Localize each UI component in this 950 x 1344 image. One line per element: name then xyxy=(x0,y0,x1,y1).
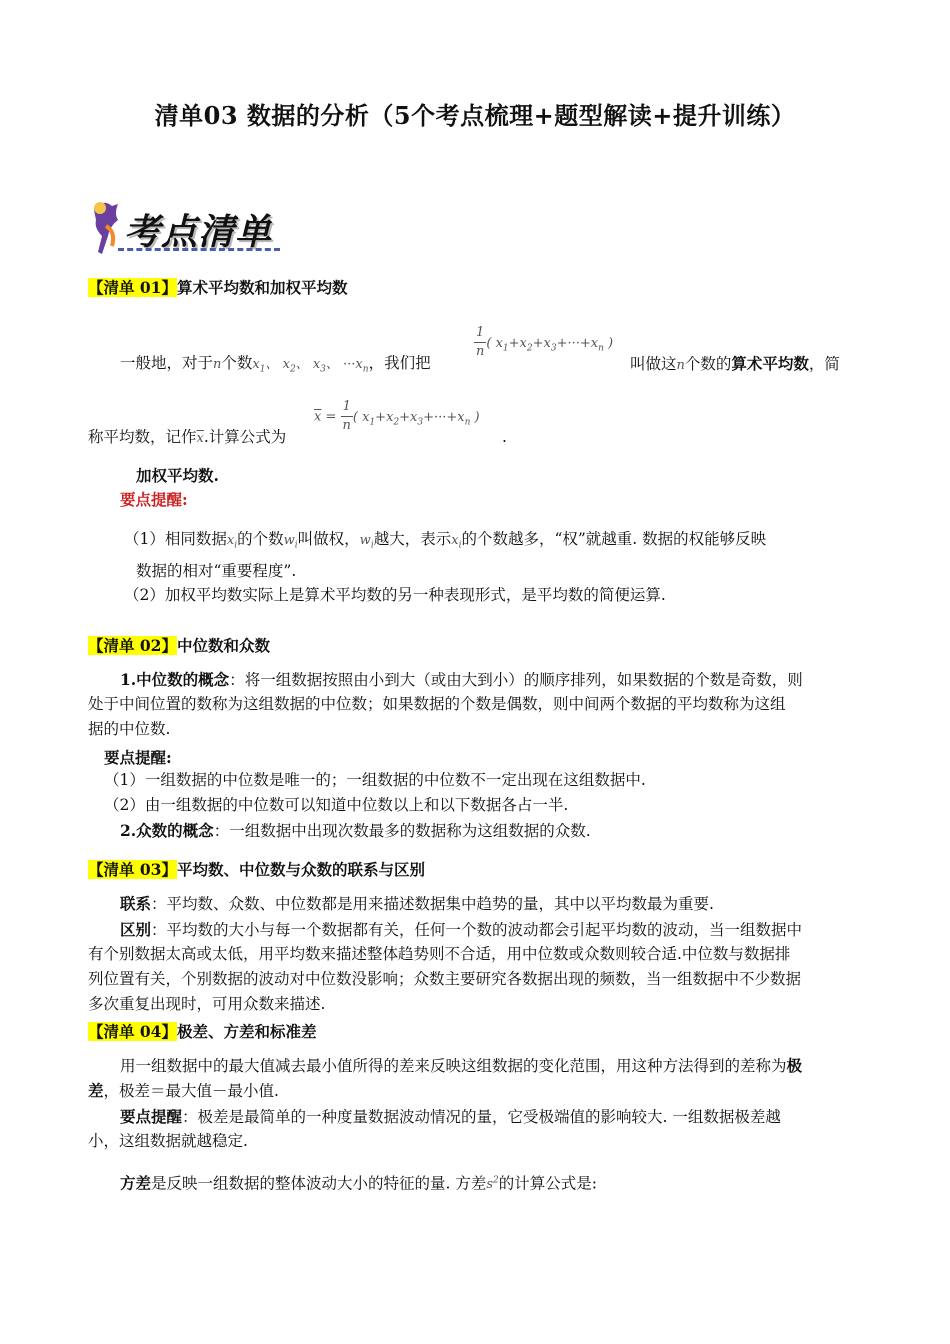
text: ，简 xyxy=(808,355,840,373)
section-02-header xyxy=(88,634,270,656)
relation-label: 联系 xyxy=(120,894,152,913)
sec01-para2 xyxy=(88,424,286,452)
sec04-variance xyxy=(120,1168,597,1198)
sec03-diff-line1 xyxy=(120,916,802,944)
sec01-remind-2: （2）加权平均数实际上是算术平均数的另一种表现形式，是平均数的简便运算. xyxy=(124,586,666,604)
text: 是反映一组数据的整体波动大小的特征的量. 方差 xyxy=(151,1174,487,1193)
text: ：平均数、众数、中位数都是用来描述数据集中趋势的量，其中以平均数最为重要. xyxy=(151,895,714,913)
math-s-squared: $s^2$ xyxy=(486,1176,499,1193)
sec01-remind-1 xyxy=(124,526,766,560)
sec04-remind-line1 xyxy=(120,1103,781,1131)
section-01-header xyxy=(88,276,347,298)
math-wi: $w_i$ xyxy=(283,533,298,551)
variance-term: 方差 xyxy=(120,1173,152,1193)
section-03-tag: 【清单 03】 xyxy=(88,860,177,879)
text: ：将一组数据按照由小到大（或由大到小）的顺序排列，如果数据的个数是奇数，则 xyxy=(229,671,803,689)
mode-label: 2.众数的概念 xyxy=(120,821,214,840)
sec01-para1-tail xyxy=(630,350,840,379)
badge-label: 考点清单 xyxy=(124,211,273,253)
text: 的计算公式是: xyxy=(498,1174,598,1193)
sec02-median-line3: 据的中位数. xyxy=(88,720,171,738)
text: .计算公式为 xyxy=(203,428,287,446)
sec04-range-line2 xyxy=(88,1077,279,1105)
badge-underline xyxy=(118,248,280,251)
text: ：极差是最简单的一种度量数据波动情况的量，它受极端值的影响较大. 一组数据极差越 xyxy=(182,1108,781,1126)
remind-label: 要点提醒 xyxy=(120,1107,183,1126)
math-xi: $x_i$ xyxy=(226,533,238,551)
badge-kaodian-qingdan xyxy=(88,196,284,260)
section-03-heading: 平均数、中位数与众数的联系与区别 xyxy=(176,860,425,879)
sec04-remind-line2: 小，这组数据就越稳定. xyxy=(88,1132,248,1150)
sec02-remind-label: 要点提醒: xyxy=(104,748,172,767)
text: 的个数越多，“权”就越重. 数据的权能够反映 xyxy=(461,530,767,548)
range-term-b: 差 xyxy=(88,1081,104,1100)
text: 称平均数，记作 xyxy=(88,428,197,446)
math-n: n xyxy=(676,358,685,373)
sec02-remind-1: （1）一组数据的中位数是唯一的；一组数据的中位数不一定出现在这组数据中. xyxy=(104,771,646,789)
text: （1）相同数据 xyxy=(124,530,227,548)
text: ，极差＝最大值－最小值. xyxy=(103,1082,279,1100)
sec02-mode xyxy=(120,817,591,845)
weighted-mean-term: 加权平均数. xyxy=(136,466,219,485)
term-arith-mean: 算术平均数 xyxy=(731,354,809,373)
page-title: 清单03 数据的分析（5个考点梳理+题型解读+提升训练） xyxy=(154,101,796,130)
section-03-header xyxy=(88,858,425,880)
text: 用一组数据中的最大值减去最小值所得的差来反映这组数据的变化范围，用这种方法得到的差称为 xyxy=(120,1057,787,1075)
math-n: n xyxy=(213,357,222,372)
math-x-list: $x_1$、 $x_2$、 $x_3$、 $\cdot\cdot\cdot x_n$ xyxy=(252,357,369,375)
range-term-a: 极 xyxy=(786,1056,803,1075)
sec03-diff-line3: 列位置有关，个别数据的波动对中位数没影响；众数主要研究各数据出现的频数，当一组数据中不少数据 xyxy=(88,970,802,988)
section-04-tag: 【清单 04】 xyxy=(88,1022,177,1041)
text: ：平均数的大小与每一个数据都有关，任何一个数的波动都会引起平均数的波动，当一组数据中 xyxy=(151,921,803,939)
section-02-tag: 【清单 02】 xyxy=(88,636,177,655)
sec02-median-line2: 处于中间位置的数称为这组数据的中位数；如果数据的个数是偶数，则中间两个数据的平均数称为这组 xyxy=(88,695,786,713)
section-01-tag: 【清单 01】 xyxy=(88,278,177,297)
text: ，我们把 xyxy=(368,354,431,372)
text: 叫做这 xyxy=(630,355,677,373)
sec01-para2-end: . xyxy=(502,428,507,446)
sec01-remind-1b: 数据的相对“重要程度”. xyxy=(136,562,297,580)
math-xi: $x_i$ xyxy=(451,533,462,551)
fraction-1-over-n: $\frac{1}{n}$ xyxy=(476,325,485,359)
fraction-1-over-n: $\frac{1}{n}$ xyxy=(342,399,351,433)
sec04-range-line1 xyxy=(120,1052,802,1080)
text: 的个数 xyxy=(237,530,284,548)
section-04-header xyxy=(88,1020,316,1042)
text: 个数的 xyxy=(684,355,732,373)
sec02-median-line1 xyxy=(120,666,803,694)
median-label: 1.中位数的概念 xyxy=(120,670,230,689)
math-mean-expression: $\frac{1}{n}$ ( $x_1+x_2+x_3+\cdot\cdot\cdot+x_n$ ) xyxy=(476,325,614,359)
math-mean-formula: $\overline{x}$ = $\frac{1}{n}$ ( $x_1+x_2+x_3+\cdot\cdot\cdot+x_n$ ) xyxy=(314,399,480,433)
sec01-remind-label: 要点提醒: xyxy=(120,490,188,509)
sec02-remind-2: （2）由一组数据的中位数可以知道中位数以上和以下数据各占一半. xyxy=(104,796,569,814)
sec03-relation xyxy=(120,890,714,918)
text: 个数 xyxy=(221,354,253,372)
text: 叫做权， xyxy=(297,530,360,548)
sec03-diff-line4: 多次重复出现时，可用众数来描述. xyxy=(88,995,326,1013)
math-wi: $w_i$ xyxy=(359,533,374,551)
text: ：一组数据中出现次数最多的数据称为这组数据的众数. xyxy=(213,822,591,840)
text: 一般地，对于 xyxy=(120,354,214,372)
section-02-heading: 中位数和众数 xyxy=(176,636,270,655)
section-01-heading: 算术平均数和加权平均数 xyxy=(176,278,348,297)
sec03-diff-line2: 有个别数据太高或太低，用平均数来描述整体趋势则不合适，用中位数或众数则较合适.中位数与数据排 xyxy=(88,945,791,963)
section-04-heading: 极差、方差和标准差 xyxy=(176,1022,317,1041)
difference-label: 区别 xyxy=(120,920,152,939)
text: 越大，表示 xyxy=(373,530,452,548)
math-x-bar: $\overline{x}$ xyxy=(196,431,204,446)
